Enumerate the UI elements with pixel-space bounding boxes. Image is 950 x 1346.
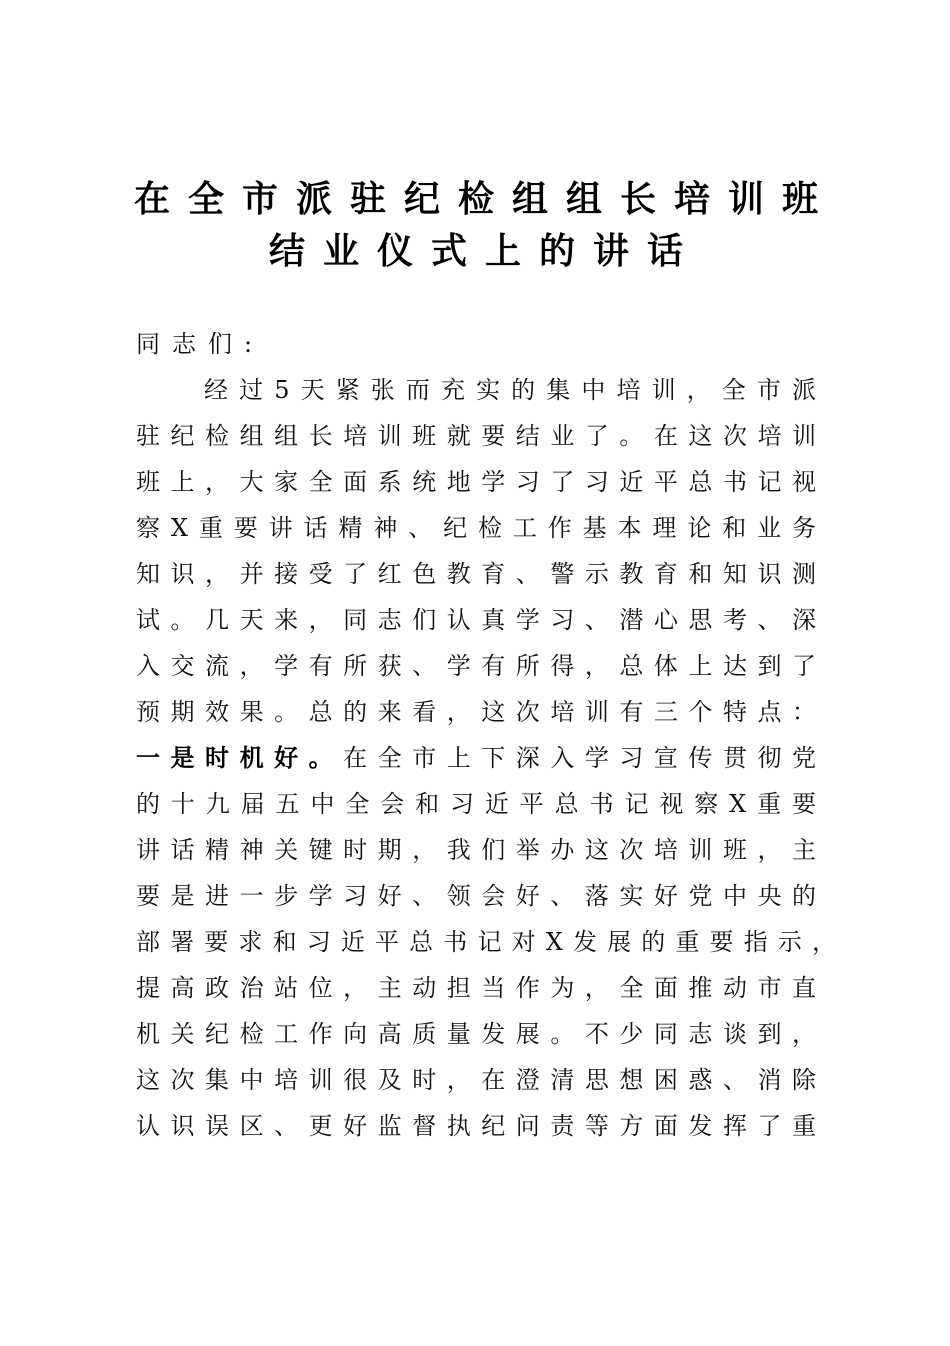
body-line: 驻纪检组组长培训班就要结业了。在这次培训 <box>136 422 816 450</box>
body-line: 入交流，学有所获、学有所得，总体上达到了 <box>136 652 816 680</box>
body-line: 班上，大家全面系统地学习了习近平总书记视 <box>136 468 816 496</box>
point-one-first-line <box>136 738 816 778</box>
body-line: 知识，并接受了红色教育、警示教育和知识测 <box>136 560 816 588</box>
point-one-heading: 一是时机好。 <box>136 744 344 772</box>
body-line: 部署要求和习近平总书记对X发展的重要指示， <box>136 928 836 956</box>
point-one-first-line-text: 在全市上下深入学习宣传贯彻党 <box>343 744 817 772</box>
body-line: 要是进一步学习好、领会好、落实好党中央的 <box>136 882 816 910</box>
document-title-line-1: 在全市派驻纪检组组长培训班 <box>133 179 836 220</box>
body-line: 预期效果。总的来看，这次培训有三个特点： <box>136 698 816 726</box>
body-line: 试。几天来，同志们认真学习、潜心思考、深 <box>136 606 816 634</box>
body-line: 这次集中培训很及时，在澄清思想困惑、消除 <box>136 1066 816 1094</box>
body-line: 经过5天紧张而充实的集中培训，全市派 <box>204 376 816 404</box>
body-line: 认识误区、更好监督执纪问责等方面发挥了重 <box>136 1112 816 1140</box>
body-line: 的十九届五中全会和习近平总书记视察X重要 <box>136 790 816 818</box>
document-title-line-2: 结业仪式上的讲话 <box>268 231 701 272</box>
body-line: 提高政治站位，主动担当作为，全面推动市直 <box>136 974 816 1002</box>
body-line: 讲话精神关键时期，我们举办这次培训班，主 <box>136 836 816 864</box>
salutation: 同志们: <box>136 330 265 358</box>
body-line: 察X重要讲话精神、纪检工作基本理论和业务 <box>136 514 816 542</box>
body-line: 机关纪检工作向高质量发展。不少同志谈到， <box>136 1020 816 1048</box>
